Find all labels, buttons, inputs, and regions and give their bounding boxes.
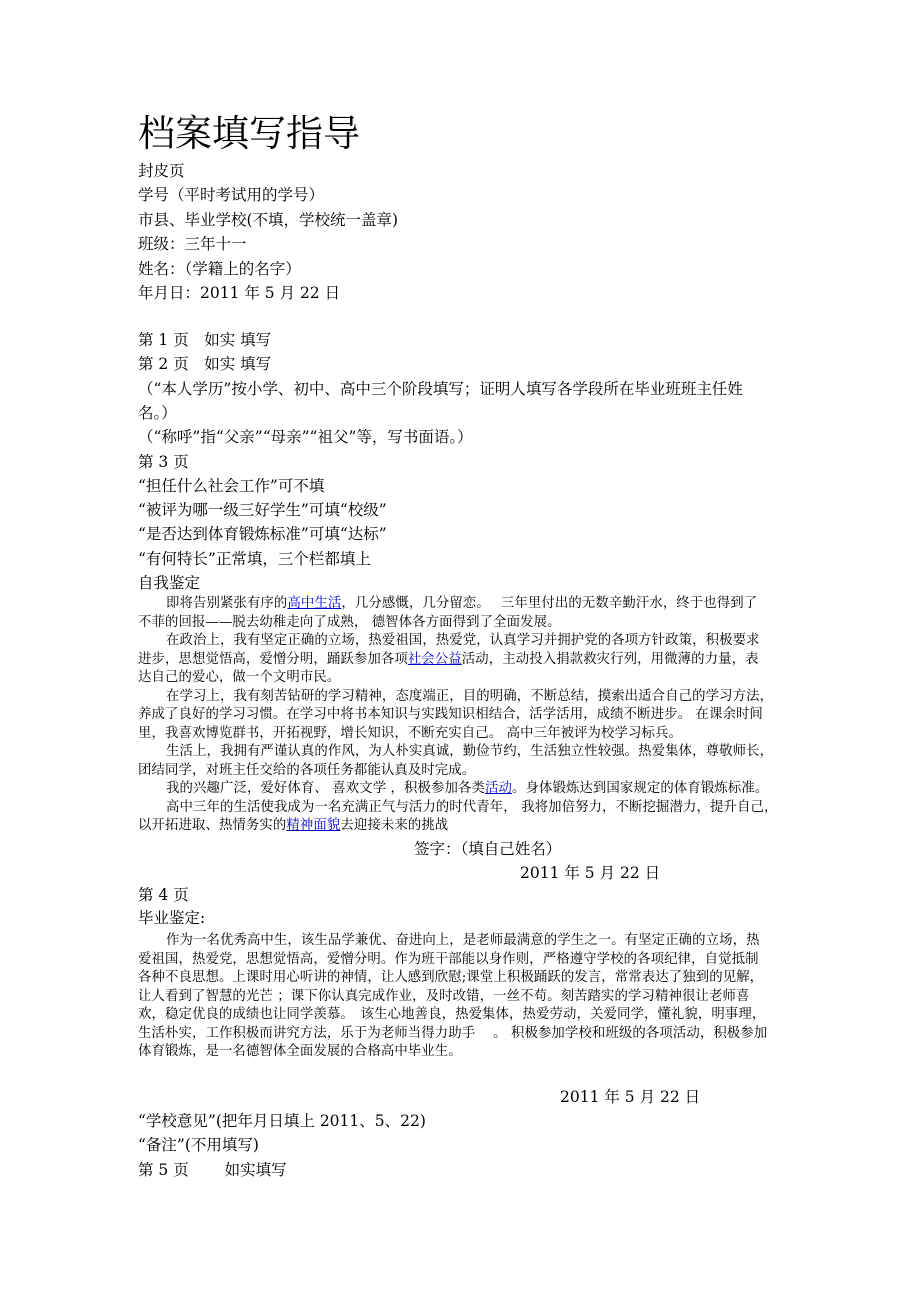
text-segment: 养成了良好的学习习惯。在学习中将书本知识与实践知识相结合，活学活用，成绩不断进步。 在课余时间 [138, 707, 763, 722]
cover-line: 封皮页 [138, 162, 185, 180]
instruction-line: “担任什么社会工作”可不填 [138, 476, 325, 495]
text-segment: 高中三年的生活使我成为一名充满正气与活力的时代青年， 我将加倍努力，不断挖掘潜力，提升自己， [166, 799, 778, 815]
self-assessment-line [138, 614, 561, 632]
instruction-line: （“称呼”指“父亲”“母亲”“祖父”等，写书面语。） [138, 428, 473, 447]
self-assessment-line [166, 799, 777, 817]
self-assessment-line [138, 817, 448, 835]
instruction-line: “被评为哪一级三好学生”可填“校级” [138, 501, 387, 520]
self-assessment-line [166, 780, 768, 798]
self-assessment-line [138, 706, 763, 724]
tail-line: “学校意见”(把年月日填上 2011、5、22) [138, 1112, 426, 1130]
instruction-line: （“本人学历”按小学、初中、高中三个阶段填写；证明人填写各学段所在毕业班班主任姓 [138, 379, 743, 398]
text-segment: 在学习上，我有刻苦钻研的学习精神，态度端正，目的明确，不断总结，摸索出适合自己的学习方法， [166, 688, 774, 704]
page4-heading: 第 4 页 [138, 886, 189, 904]
instruction-line: “有何特长”正常填，三个栏都填上 [138, 549, 371, 568]
text-segment: 以开拓进取、热情务实的 [138, 818, 287, 833]
graduation-line: 生活朴实，工作积极而讲究方法，乐于为老师当得力助手 。 积极参加学校和班级的各项活动，积极参加 [138, 1025, 768, 1041]
cover-line: 班级：三年十一 [138, 235, 247, 254]
tail-line: “备注”(不用填写) [138, 1136, 259, 1155]
text-segment: 在政治上，我有坚定正确的立场，热爱祖国，热爱党，认真学习并拥护党的各项方针政策，积极要求 [166, 633, 760, 648]
instruction-line: 自我鉴定 [138, 574, 201, 592]
text-segment: 活动，主动投入捐款救灾行列，用微薄的力量，表 [461, 651, 759, 667]
inline-link[interactable]: 高中生活 [287, 596, 342, 611]
cover-line: 年月日：2011 年 5 月 22 日 [138, 284, 341, 302]
signature-line: 签字：（填自己姓名） [414, 840, 562, 858]
graduation-line: 爱祖国，热爱党，思想觉悟高，爱憎分明。作为班干部能以身作则，严格遵守学校的各项纪律，自觉抵制 [138, 951, 759, 967]
document-title: 档案填写指导 [138, 112, 360, 155]
cover-line: 市县、毕业学校(不填，学校统一盖章) [138, 210, 399, 229]
graduation-line: 体育锻炼，是一名德智体全面发展的合格高中毕业生。 [138, 1044, 462, 1059]
self-assessment-line [166, 632, 760, 650]
text-segment: 我的兴趣广泛，爱好体育、 喜欢文学 ，积极参加各类 [166, 781, 485, 796]
graduation-line: 作为一名优秀高中生，该生品学兼优、奋进向上，是老师最满意的学生之一。有坚定正确的立场，热 [166, 933, 760, 948]
graduation-label: 毕业鉴定: [138, 909, 206, 927]
cover-line: 姓名：（学籍上的名字） [138, 259, 301, 278]
text-segment: ，几分感慨，几分留恋。 三年里付出的无数辛勤汗水，终于也得到了 [341, 596, 758, 611]
graduation-line: 欢，稳定优良的成绩也让同学羡慕。 该生心地善良，热爱集体，热爱劳动，关爱同学，懂礼貌，明事理， [138, 1007, 766, 1022]
text-segment: 即将告别紧张有序的 [166, 596, 288, 611]
graduation-line: 各种不良思想。上课时用心听讲的神情，让人感到欣慰;课堂上积极踊跃的发言，常常表达了独到的见解， [138, 970, 764, 985]
instruction-line: 第 2 页 如实 填写 [138, 355, 272, 374]
text-segment: 去迎接未来的挑战 [340, 818, 449, 833]
instruction-line: “是否达到体育锻炼标准”可填“达标” [138, 525, 387, 544]
instruction-line: 第 1 页 如实 填写 [138, 331, 272, 349]
graduation-line: 让人看到了智慧的光芒 ；课下你认真完成作业，及时改错，一丝不苟。刻苦踏实的学习精神很让老师喜 [138, 988, 750, 1004]
inline-link[interactable]: 活动 [485, 781, 512, 796]
text-segment: 进步，思想觉悟高，爱憎分明，踊跃参加各项 [138, 651, 408, 667]
tail-line: 第 5 页 如实填写 [138, 1160, 287, 1179]
self-assessment-line [138, 651, 759, 669]
signature-date: 2011 年 5 月 22 日 [520, 864, 661, 882]
text-segment: 。身体锻炼达到国家规定的体育锻炼标准。 [511, 781, 769, 796]
graduation-date: 2011 年 5 月 22 日 [560, 1088, 701, 1106]
self-assessment-line [166, 595, 757, 613]
self-assessment-line [166, 688, 773, 706]
inline-link[interactable]: 精神面貌 [286, 818, 341, 833]
text-segment: 达自己的爱心，做一个文明市民。 [138, 670, 341, 685]
text-segment: 不菲的回报——脱去幼稚走向了成熟， 德智体各方面得到了全面发展。 [138, 614, 561, 630]
text-segment: 里，我喜欢博览群书，开拓视野，增长知识，不断充实自己。 高中三年被评为校学习标兵。 [138, 725, 682, 741]
cover-line: 学号（平时考试用的学号） [138, 186, 325, 205]
self-assessment-line [138, 725, 682, 743]
inline-link[interactable]: 社会公益 [407, 651, 462, 667]
text-segment: 生活上，我拥有严谨认真的作风，为人朴实真诚，勤俭节约，生活独立性较强。热爱集体，尊敬师长， [166, 744, 774, 759]
self-assessment-line [166, 743, 773, 761]
instruction-line: 第 3 页 [138, 452, 189, 471]
self-assessment-line [138, 762, 475, 780]
instruction-line: 名。） [138, 403, 177, 422]
text-segment: 团结同学，对班主任交给的各项任务都能认真及时完成。 [138, 762, 476, 778]
self-assessment-line [138, 669, 340, 687]
